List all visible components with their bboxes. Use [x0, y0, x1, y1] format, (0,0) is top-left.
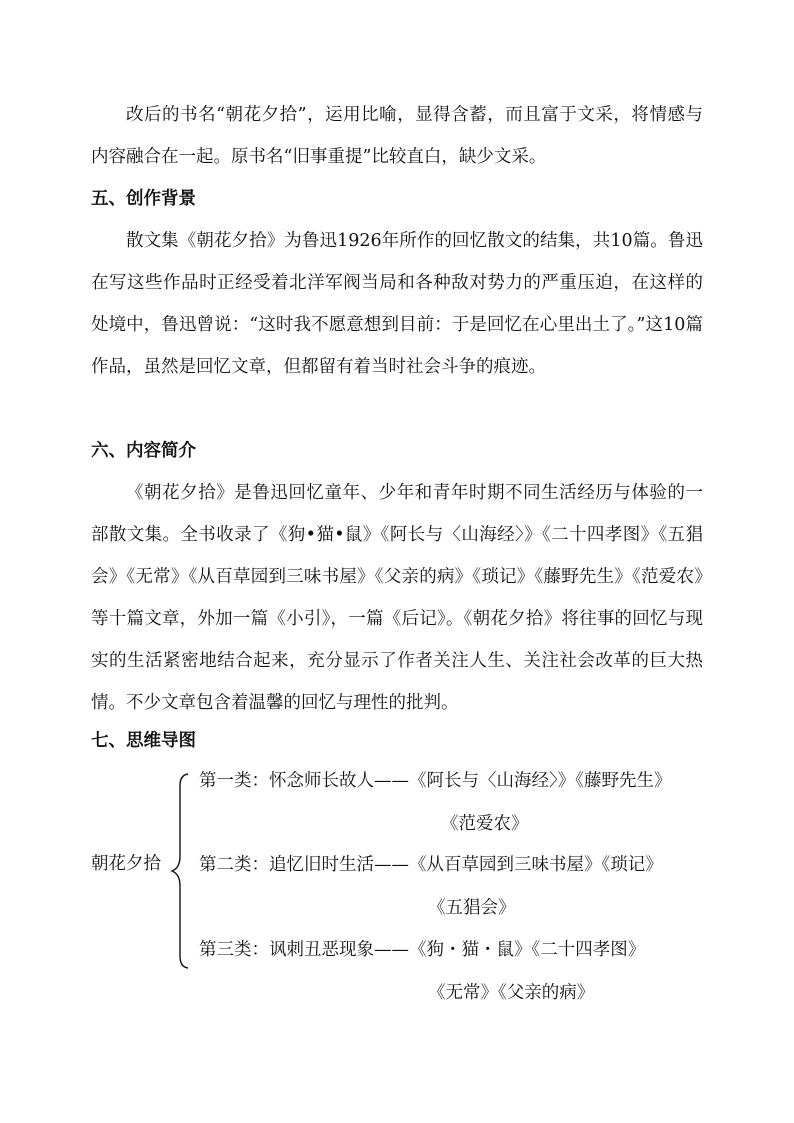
mindmap-root-label: 朝花夕拾 — [91, 854, 161, 874]
mindmap-branch-1-continued: 《范爱农》 — [441, 814, 529, 834]
mindmap-branch-1: 第一类：怀念师长故人——《阿长与〈山海经〉》《藤野先生》 — [199, 771, 672, 791]
mindmap-brace — [168, 772, 192, 970]
title-explanation-paragraph: 改后的书名“朝花夕拾”，运用比喻，显得含蓄，而且富于文采，将情感与内容融合在一起。原书名“旧事重提”比较直白，缺少文采。 — [91, 105, 703, 167]
section-heading-background: 五、创作背景 — [91, 189, 196, 209]
mindmap-branch-3-continued: 《无常》《父亲的病》 — [428, 983, 595, 1003]
background-paragraph: 散文集《朝花夕拾》为鲁迅1926年所作的回忆散文的结集，共10篇。鲁迅在写这些作品时正经受着北洋军阀当局和各种敌对势力的严重压迫，在这样的处境中，鲁迅曾说：“这时我不愿意想到目前：于是回忆在心里出土了。”这10篇作品，虽然是回忆文章，但都留有着当时社会斗争的痕迹。 — [91, 231, 703, 377]
mindmap-branch-2-continued: 《五猖会》 — [428, 898, 516, 918]
section-heading-mindmap: 七、思维导图 — [91, 731, 196, 751]
mindmap-branch-3: 第三类：讽刺丑恶现象——《狗・猫・鼠》《二十四孝图》 — [199, 940, 646, 960]
section-heading-summary: 六、内容简介 — [91, 441, 196, 461]
mindmap-branch-2: 第二类：追忆旧时生活——《从百草园到三味书屋》《琐记》 — [199, 855, 663, 875]
summary-paragraph: 《朝花夕拾》是鲁迅回忆童年、少年和青年时期不同生活经历与体验的一部散文集。全书收录了《狗•猫•鼠》《阿长与〈山海经〉》《二十四孝图》《五猖会》《无常》《从百草园到三味书屋》《父亲的病》《琐记》《藤野先生》《范爱农》等十篇文章，外加一篇《小引》，一篇《后记》。《朝花夕拾》将往事的回忆与现实的生活紧密地结合起来，充分显示了作者关注人生、关注社会改革的巨大热情。不少文章包含着温馨的回忆与理性的批判。 — [91, 483, 703, 713]
